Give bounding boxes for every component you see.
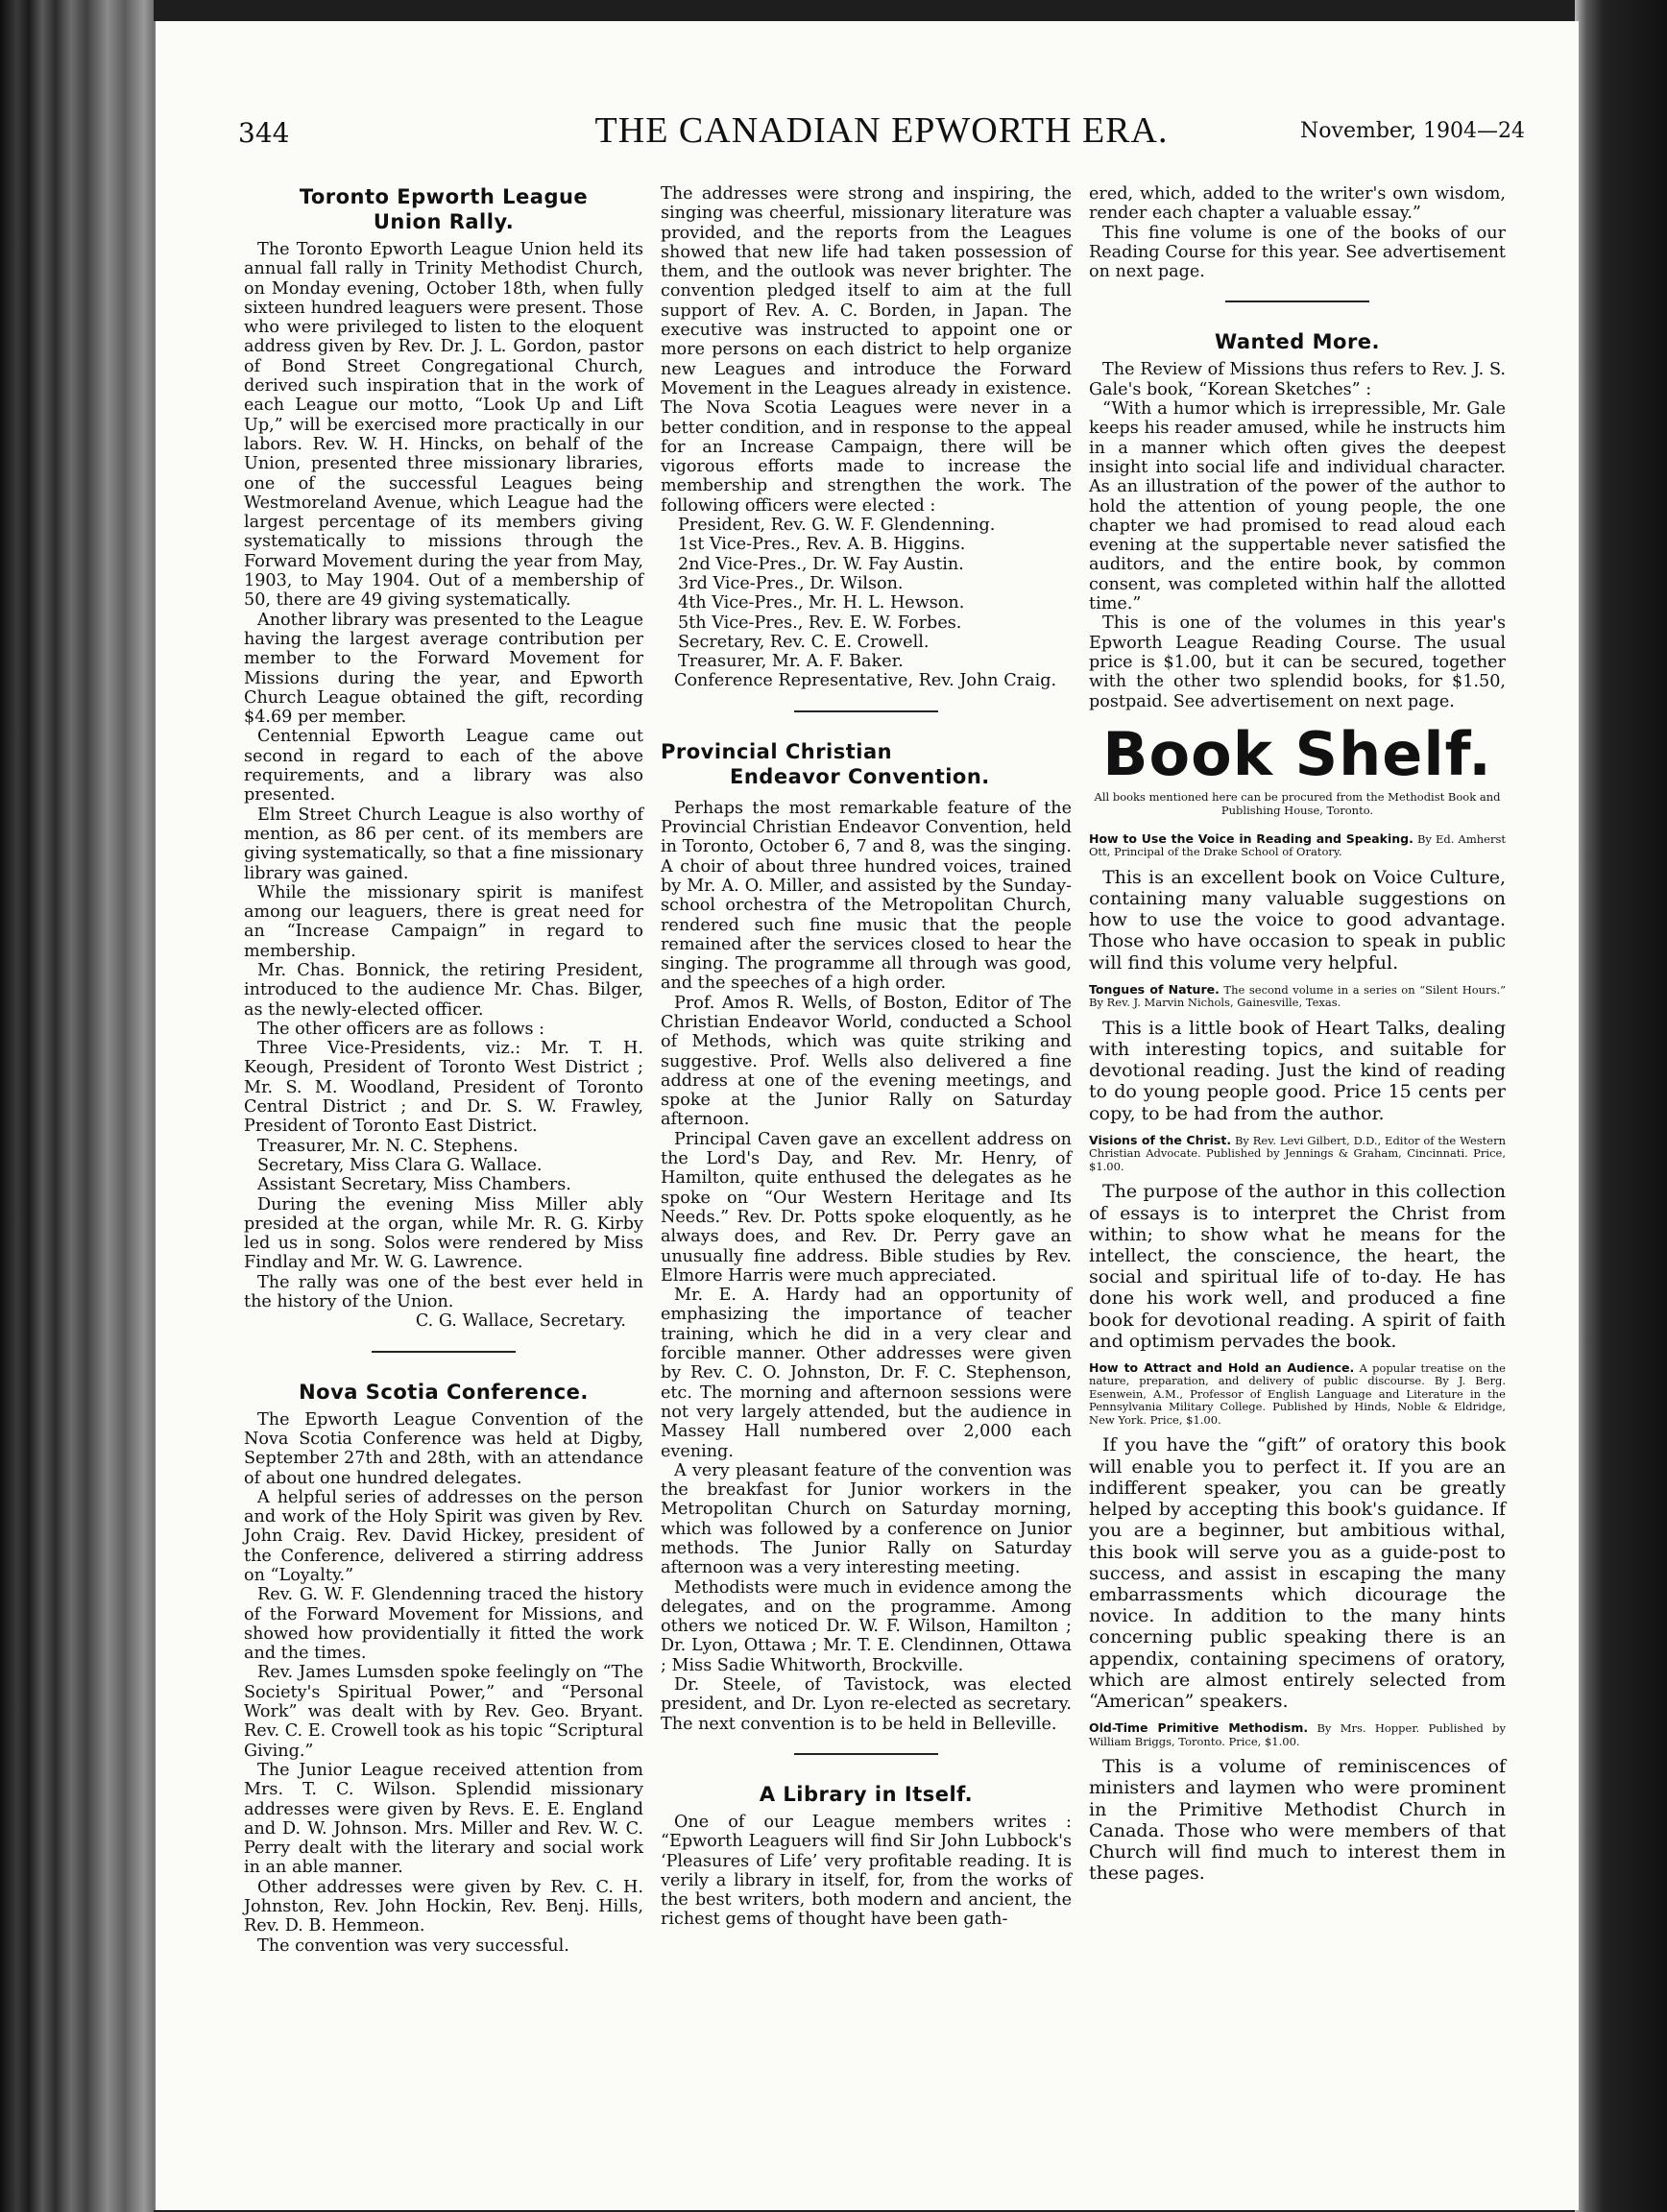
book-binding-right bbox=[1575, 0, 1667, 2212]
paragraph: Other addresses were given by Rev. C. H. Johnston, Rev. John Hockin, Rev. Benj. Hills, Rev. D. B. Hemmeon. bbox=[244, 1877, 643, 1936]
paragraph: During the evening Miss Miller ably presided at the organ, while Mr. R. G. Kirby led us in song. Solos were rendered by Miss Findlay and Mr. W. G. Lawrence. bbox=[244, 1194, 643, 1273]
book-binding-left bbox=[0, 0, 154, 2212]
book-title: How to Use the Voice in Reading and Speaking. bbox=[1089, 830, 1413, 846]
book-meta: By Ed. Amherst Ott, Principal of the Drake School of Oratory. bbox=[1089, 831, 1506, 859]
paragraph: The Toronto Epworth League Union held its annual fall rally in Trinity Methodist Church, on Monday evening, October 18th, when fully sixteen hundred leaguers were present. Those who were privileged to listen to the eloquent address given by Rev. Dr. J. L. Gordon, pastor of Bond Street Congregational Church, derived such inspiration that in the work of each League our motto, “Look Up and Lift Up,” will be exercised more practically in our labors. Rev. W. H. Hincks, on behalf of the Union, presented three missionary libraries, one of the successful Leagues being Westmoreland Avenue, which League had the largest percentage of its members giving systematically to missions through the Forward Movement during the year from May, 1903, to May 1904. Out of a membership of 50, there are 49 giving systematically. bbox=[244, 240, 643, 611]
title-line: Provincial Christian bbox=[661, 739, 893, 763]
paragraph: Three Vice-Presidents, viz.: Mr. T. H. Keough, President of Toronto West District ; Mr. S. M. Woodland, President of Toronto Central District ; and Dr. S. W. Frawley, President of Toronto East District. bbox=[244, 1039, 643, 1137]
book-meta: The second volume in a series on “Silent Hours.” By Rev. J. Marvin Nichols, Gainesville, Texas. bbox=[1089, 982, 1507, 1010]
issue-date: November, 1904—24 bbox=[1300, 119, 1525, 143]
paragraph: This fine volume is one of the books of our Reading Course for this year. See advertisement on next page. bbox=[1089, 223, 1506, 282]
book-meta: A popular treatise on the nature, preparation, and delivery of public discourse. By J. Berg. Esenwein, A.M., Professor of English Language and Literature in the Pennsylvania Military College. Published by Hinds, Noble & Eldridge, New York. Price, $1.00. bbox=[1089, 1360, 1506, 1427]
column-3 bbox=[1089, 184, 1506, 1884]
book-entry-heading bbox=[1089, 1134, 1506, 1174]
book-title: How to Attract and Hold an Audience. bbox=[1089, 1359, 1355, 1375]
paragraph: A very pleasant feature of the convention was the breakfast for Junior workers in the Metropolitan Church on Saturday morning, which was followed by a conference on Junior methods. The Junior Rally on Saturday afternoon was a very interesting meeting. bbox=[661, 1460, 1072, 1578]
paragraph: The convention was very successful. bbox=[257, 1936, 569, 1956]
officer-line: Conference Representative, Rev. John Craig. bbox=[674, 671, 1057, 691]
paragraph: Elm Street Church League is also worthy of mention, as 86 per cent. of its members are giving systematically, so that a fine missionary library was gained. bbox=[244, 805, 643, 883]
paragraph: Centennial Epworth League came out second in regard to each of the above requirements, and a library was also presented. bbox=[244, 727, 643, 805]
paragraph: Rev. G. W. F. Glendenning traced the history of the Forward Movement for Missions, and showed how providentially it fitted the work and the times. bbox=[244, 1585, 643, 1664]
book-shelf-heading: Book Shelf. bbox=[1102, 718, 1492, 789]
section-rule bbox=[1225, 301, 1369, 302]
paragraph: Treasurer, Mr. N. C. Stephens. bbox=[257, 1136, 519, 1156]
officer-line: Secretary, Rev. C. E. Crowell. bbox=[678, 632, 930, 652]
officer-line: 5th Vice-Pres., Rev. E. W. Forbes. bbox=[678, 613, 962, 633]
officer-line: 2nd Vice-Pres., Dr. W. Fay Austin. bbox=[678, 554, 964, 574]
article-title-library: A Library in Itself. bbox=[759, 1782, 974, 1806]
article-title-nova-scotia: Nova Scotia Conference. bbox=[299, 1380, 589, 1404]
book-review: This is an excellent book on Voice Culture, containing many valuable suggestions on how to use the voice to good advantage. Those who have occasion to speak in public will find this volume very helpful. bbox=[1089, 866, 1506, 974]
book-title: Old-Time Primitive Methodism. bbox=[1089, 1720, 1309, 1736]
paragraph: Methodists were much in evidence among the delegates, and on the programme. Among others we noticed Dr. W. F. Wilson, Hamilton ; Dr. Lyon, Ottawa ; Mr. T. E. Clendinnen, Ottawa ; Miss Sadie Whitworth, Brockville. bbox=[661, 1577, 1072, 1675]
officer-line: Treasurer, Mr. A. F. Baker. bbox=[678, 652, 904, 672]
paragraph: While the missionary spirit is manifest among our leaguers, there is great need for an “Increase Campaign” in regard to membership. bbox=[244, 882, 643, 961]
book-entry-heading bbox=[1089, 1721, 1506, 1748]
paragraph: Assistant Secretary, Miss Chambers. bbox=[257, 1175, 571, 1195]
book-review: This is a little book of Heart Talks, dealing with interesting topics, and suitable for devotional reading. Just the kind of reading to do young people good. Price 15 cents per copy, to be had from the author. bbox=[1089, 1017, 1506, 1124]
paragraph: Principal Caven gave an excellent address on the Lord's Day, and Rev. Mr. Henry, of Hamilton, quite enthused the delegates as he spoke on “Our Western Heritage and Its Needs.” Rev. Dr. Potts spoke eloquently, as he always does, and Rev. Dr. Perry gave an unusually fine address. Bible studies by Rev. Elmore Harris were much appreciated. bbox=[661, 1129, 1072, 1286]
paragraph: Dr. Steele, of Tavistock, was elected president, and Dr. Lyon re-elected as secretary. The next convention is to be held in Belleville. bbox=[661, 1675, 1072, 1734]
officer-line: 3rd Vice-Pres., Dr. Wilson. bbox=[678, 573, 904, 593]
section-rule bbox=[794, 710, 938, 712]
paragraph: The Review of Missions thus refers to Rev. J. S. Gale's book, “Korean Sketches” : bbox=[1089, 360, 1506, 399]
paragraph: The rally was one of the best ever held in the history of the Union. bbox=[244, 1272, 643, 1312]
article-title-wanted-more: Wanted More. bbox=[1214, 330, 1381, 354]
paragraph: The Junior League received attention from Mrs. T. C. Wilson. Splendid missionary addresses were given by Revs. E. E. England and D. W. Johnson. Mrs. Miller and Rev. W. C. Perry dealt with the literary and social work in an able manner. bbox=[244, 1760, 643, 1878]
column-1 bbox=[244, 184, 643, 1956]
paragraph: The addresses were strong and inspiring, the singing was cheerful, missionary literature was provided, and the reports from the Leagues showed that new life had taken possession of them, and the outlook was never brighter. The convention pledged itself to aim at the full support of Rev. A. C. Borden, in Japan. The executive was instructed to appoint one or more persons on each district to help organize new Leagues and introduce the Forward Movement in the Leagues already in existence. The Nova Scotia Leagues were never in a better condition, and in response to the appeal for an Increase Campaign, there will be vigorous efforts made to increase the membership and strengthen the work. The following officers were elected : bbox=[661, 184, 1072, 516]
signature: C. G. Wallace, Secretary. bbox=[415, 1311, 626, 1332]
book-review: If you have the “gift” of oratory this book will enable you to perfect it. If you are an indifferent speaker, you can be greatly helped by accepting this book's guidance. If you are a beginner, but ambitious withal, this book will serve you as a guide-post to success, and assist in escaping the many embarrassments which dicourage the novice. In addition to the many hints concerning public speaking there is an appendix, containing specimens of oratory, which are almost entirely selected from “American” speakers. bbox=[1089, 1434, 1506, 1712]
book-entry-heading bbox=[1089, 1361, 1506, 1428]
page-number: 344 bbox=[238, 117, 290, 149]
running-head bbox=[238, 109, 1525, 157]
book-entry-heading bbox=[1089, 832, 1506, 859]
book-review: The purpose of the author in this collection of essays is to interpret the Christ from within; to show what he means for the intellect, the conscience, the heart, the social and spiritual life of to-day. He has done his work well, and produced a fine book for devotional reading. A spirit of faith and optimism pervades the book. bbox=[1089, 1181, 1506, 1352]
paragraph: The other officers are as follows : bbox=[257, 1019, 545, 1039]
book-shelf-note: All books mentioned here can be procured from the Methodist Book and Publishing House, Toronto. bbox=[1094, 789, 1501, 817]
paragraph: The Epworth League Convention of the Nova Scotia Conference was held at Digby, September 27th and 28th, with an attendance of about one hundred delegates. bbox=[244, 1409, 643, 1488]
paragraph: This is one of the volumes in this year's Epworth League Reading Course. The usual price is $1.00, but it can be secured, together with the other two splendid books, for $1.50, postpaid. See advertisement on next page. bbox=[1089, 613, 1506, 711]
book-meta: By Rev. Levi Gilbert, D.D., Editor of the Western Christian Advocate. Published by Jennings & Graham, Cincinnati. Price, $1.00. bbox=[1089, 1133, 1507, 1173]
title-line: Endeavor Convention. bbox=[730, 764, 990, 788]
officer-line: 1st Vice-Pres., Rev. A. B. Higgins. bbox=[678, 535, 966, 555]
book-title: Tongues of Nature. bbox=[1089, 981, 1220, 997]
paragraph: Perhaps the most remarkable feature of the Provincial Christian Endeavor Convention, held in Toronto, October 6, 7 and 8, was the singing. A choir of about three hundred voices, trained by Mr. A. O. Miller, and assisted by the Sunday-school orchestra of the Metropolitan Church, rendered such fine music that the people remained after the services closed to hear the singing. The programme all through was good, and the speeches of a high order. bbox=[661, 798, 1072, 994]
section-rule bbox=[794, 1753, 938, 1755]
book-entry-heading bbox=[1089, 983, 1506, 1010]
paragraph: A helpful series of addresses on the person and work of the Holy Spirit was given by Rev. John Craig. Rev. David Hickey, president of the Conference, delivered a stirring address on “Loyalty.” bbox=[244, 1487, 643, 1585]
officer-line: 4th Vice-Pres., Mr. H. L. Hewson. bbox=[678, 593, 965, 613]
officer-line: President, Rev. G. W. F. Glendenning. bbox=[678, 516, 996, 536]
column-2 bbox=[661, 184, 1072, 1930]
paragraph: Rev. James Lumsden spoke feelingly on “The Society's Spiritual Power,” and “Personal Work” was dealt with by Rev. Geo. Bryant. Rev. C. E. Crowell took as his topic “Scriptural Giving.” bbox=[244, 1663, 643, 1761]
book-title: Visions of the Christ. bbox=[1089, 1132, 1232, 1147]
section-rule bbox=[372, 1351, 516, 1353]
journal-title: THE CANADIAN EPWORTH ERA. bbox=[594, 110, 1169, 151]
journal-page bbox=[154, 21, 1579, 2210]
paragraph: Secretary, Miss Clara G. Wallace. bbox=[257, 1155, 543, 1175]
paragraph: Prof. Amos R. Wells, of Boston, Editor of The Christian Endeavor World, conducted a School of Methods, which was quite striking and suggestive. Prof. Wells also delivered a fine address at one of the evening meetings, and spoke at the Junior Rally on Saturday afternoon. bbox=[661, 993, 1072, 1130]
book-meta: By Mrs. Hopper. Published by William Briggs, Toronto. Price, $1.00. bbox=[1089, 1721, 1507, 1748]
paragraph: Another library was presented to the League having the largest average contribution per member to the Forward Movement for Missions during the year, and Epworth Church League obtained the gift, recording $4.69 per member. bbox=[244, 610, 643, 728]
article-title-endeavor bbox=[661, 739, 1072, 789]
paragraph: One of our League members writes : “Epworth Leaguers will find Sir John Lubbock's ‘Pleasures of Life’ very profitable reading. It is verily a library in itself, for, from the works of the best writers, both modern and ancient, the richest gems of thought have been gath- bbox=[661, 1812, 1072, 1930]
paragraph: Mr. E. A. Hardy had an opportunity of emphasizing the importance of teacher training, which he did in a very clear and forcible manner. Other addresses were given by Rev. C. O. Johnston, Dr. F. C. Stephenson, etc. The morning and afternoon sessions were not very largely attended, but the audience in Massey Hall numbered over 2,000 each evening. bbox=[661, 1286, 1072, 1461]
paragraph: “With a humor which is irrepressible, Mr. Gale keeps his reader amused, while he instructs him in a manner which often gives the deepest insight into social life and individual character. As an illustration of the power of the author to hold the attention of young people, the one chapter we had promised to read aloud each evening at the suppertable never satisfied the auditors, and the entire book, by common consent, was completed within half the allotted time.” bbox=[1089, 399, 1506, 614]
paragraph: ered, which, added to the writer's own wisdom, render each chapter a valuable essay.” bbox=[1089, 184, 1506, 224]
paragraph: Mr. Chas. Bonnick, the retiring President, introduced to the audience Mr. Chas. Bilger, as the newly-elected officer. bbox=[244, 960, 643, 1020]
article-title-rally: Toronto Epworth League Union Rally. bbox=[299, 185, 589, 233]
book-review: This is a volume of reminiscences of ministers and laymen who were prominent in the Primitive Methodist Church in Canada. Those who were members of that Church will find much to interest them in these pages. bbox=[1089, 1756, 1506, 1885]
